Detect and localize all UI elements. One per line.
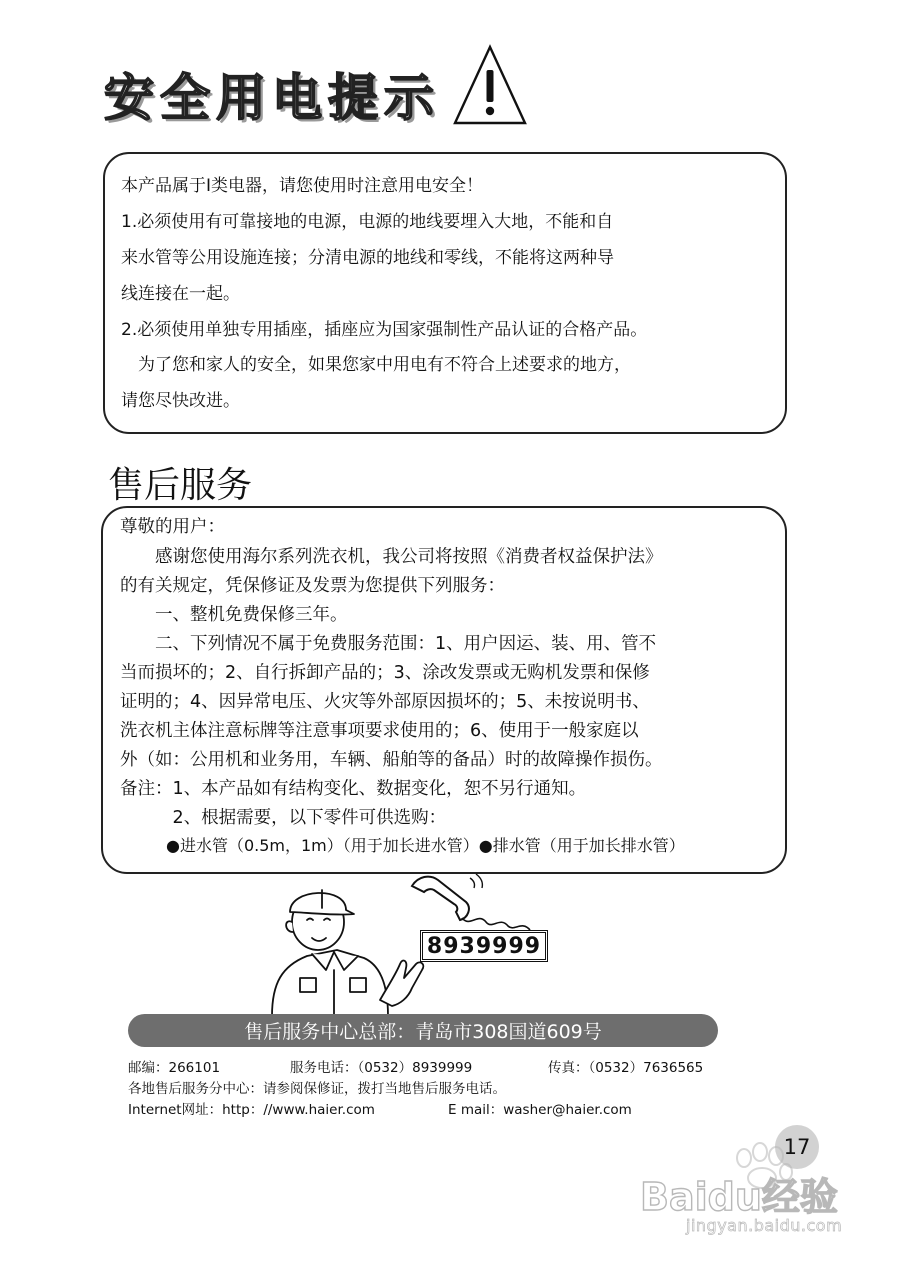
safety-line: 为了您和家人的安全，如果您家中用电有不符合上述要求的地方， (121, 355, 631, 375)
safety-line: 来水管等公用设施连接；分清电源的地线和零线，不能将这两种导 (121, 248, 614, 268)
service-line: 证明的；4、因异常电压、火灾等外部原因损坏的；5、未按说明书、 (120, 692, 650, 712)
website-link[interactable]: Internet网址：http：//www.haier.com (128, 1102, 375, 1118)
service-line: 二、下列情况不属于免费服务范围：1、用户因运、装、用、管不 (120, 634, 657, 654)
safety-line: 线连接在一起。 (121, 284, 240, 304)
watermark-brand: Baidu经验 (640, 1175, 838, 1219)
postcode: 邮编：266101 (128, 1060, 221, 1076)
fax-number: 传真：（0532）7636565 (548, 1060, 704, 1076)
hotline-number: 8939999 (420, 930, 548, 962)
safety-line: 本产品属于I类电器，请您使用时注意用电安全！ (121, 176, 484, 196)
service-line: 2、根据需要，以下零件可供选购： (120, 808, 447, 828)
service-line: 外（如：公用机和业务用，车辆、船舶等的备品）时的故障操作损伤。 (120, 750, 663, 770)
safety-line: 请您尽快改进。 (121, 391, 240, 411)
service-line: 一、整机免费保修三年。 (120, 605, 348, 625)
watermark-url: jingyan.baidu.com (686, 1216, 843, 1235)
page-number: 17 (775, 1125, 819, 1169)
safety-line: 1.必须使用有可靠接地的电源，电源的地线要埋入大地，不能和自 (121, 212, 614, 232)
service-line: 备注：1、本产品如有结构变化、数据变化，恕不另行通知。 (120, 779, 587, 799)
service-title: 售后服务 (108, 465, 253, 506)
service-line: 的有关规定，凭保修证及发票为您提供下列服务： (120, 576, 505, 596)
branch-note: 各地售后服务分中心：请参阅保修证，拨打当地售后服务电话。 (128, 1081, 506, 1097)
hq-address-banner: 售后服务中心总部：青岛市308国道609号 (128, 1014, 718, 1047)
warning-triangle-icon (452, 44, 528, 126)
service-line: 感谢您使用海尔系列洗衣机，我公司将按照《消费者权益保护法》 (120, 547, 663, 567)
email-link[interactable]: E mail：washer@haier.com (448, 1102, 632, 1118)
service-line: 洗衣机主体注意标牌等注意事项要求使用的；6、使用于一般家庭以 (120, 721, 639, 741)
service-line: 尊敬的用户： (120, 517, 225, 537)
phone-handset-icon (404, 872, 554, 932)
service-line: ●进水管（0.5m，1m）（用于加长进水管）●排水管（用于加长排水管） (150, 836, 685, 855)
safety-title: 安全用电提示 (104, 69, 440, 127)
service-phone: 服务电话：（0532）8939999 (290, 1060, 473, 1076)
safety-line: 2.必须使用单独专用插座，插座应为国家强制性产品认证的合格产品。 (121, 320, 648, 340)
service-line: 当而损坏的；2、自行拆卸产品的；3、涂改发票或无购机发票和保修 (120, 663, 650, 683)
